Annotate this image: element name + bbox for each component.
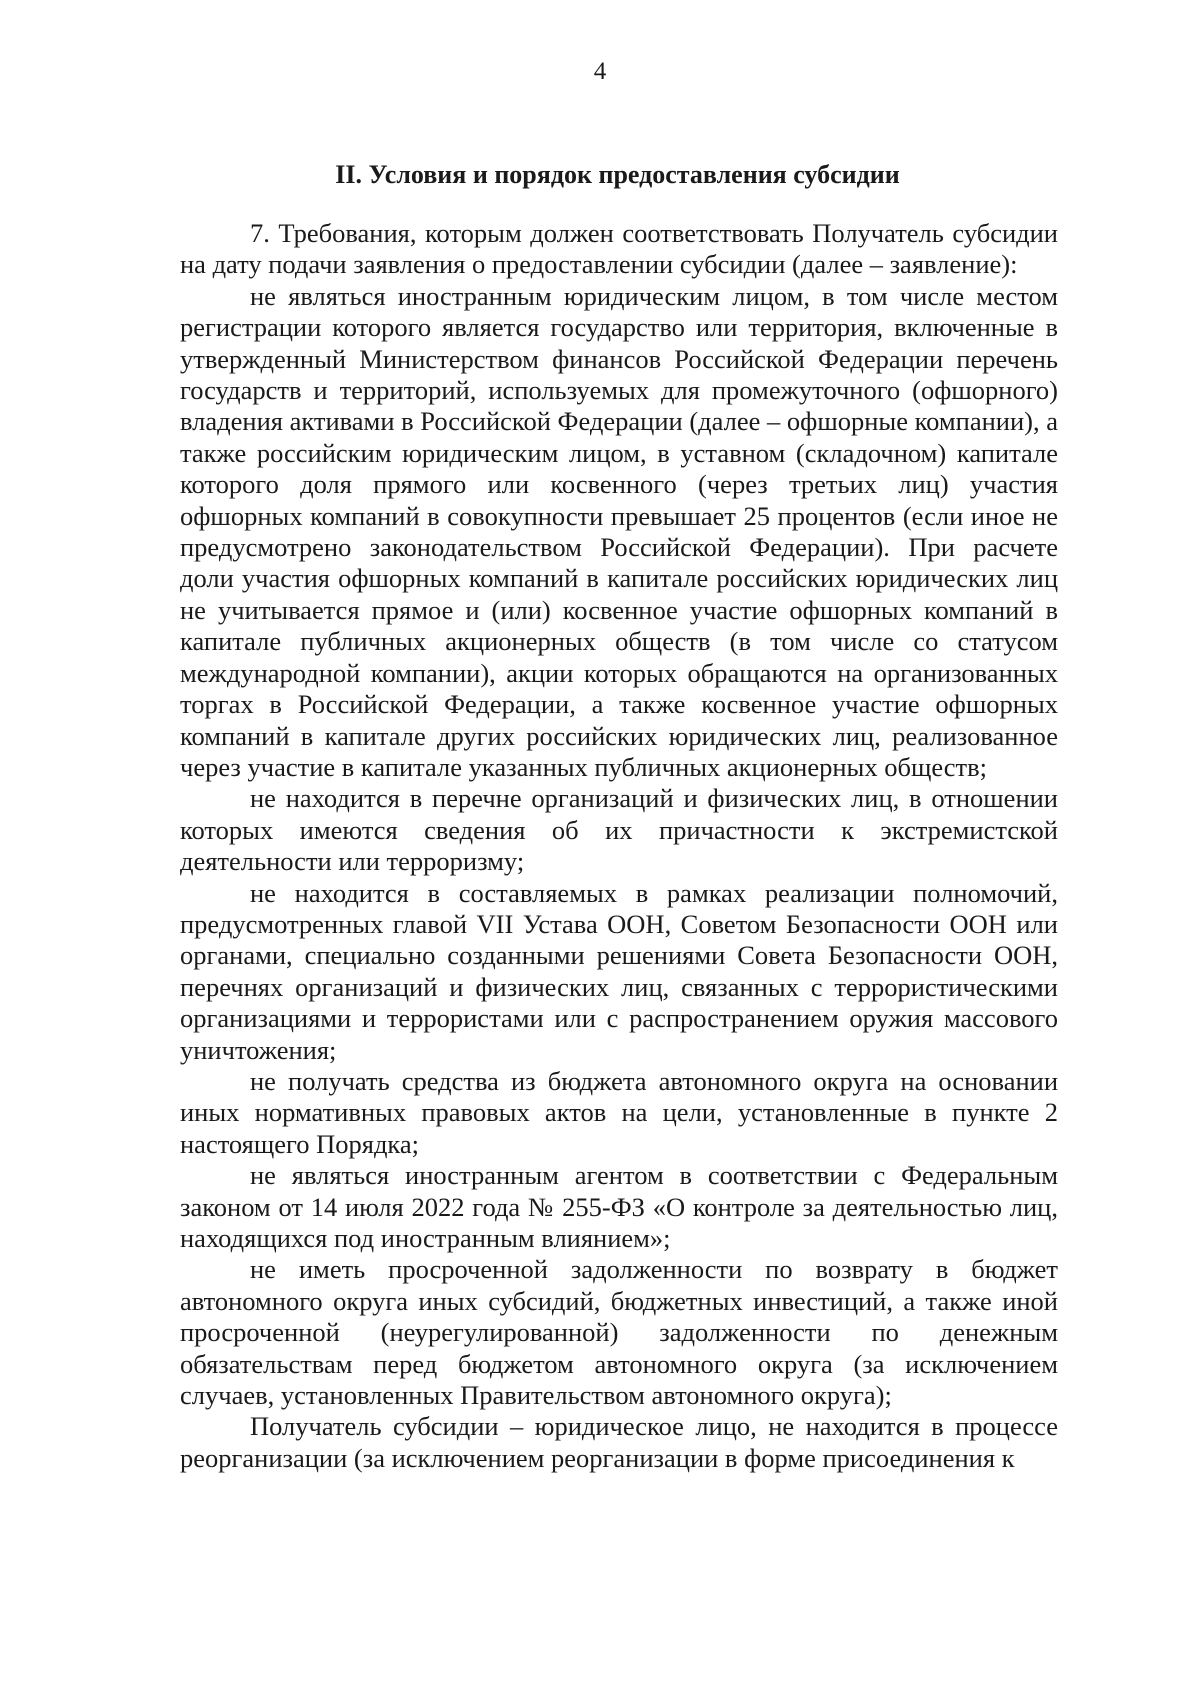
paragraph-reorganization: Получатель субсидии – юридическое лицо, не находится в процессе реорганизации (за исключением реорганизации в форме присоединения к — [180, 1411, 1058, 1473]
paragraph-extremism: не находится в перечне организаций и физических лиц, в отношении которых имеются сведения об их причастности к экстремистской деятельности или терроризму; — [180, 783, 1058, 877]
document-body — [180, 218, 1058, 1474]
paragraph-debt: не иметь просроченной задолженности по возврату в бюджет автономного округа иных субсидий, бюджетных инвестиций, а также иной просроченной (неурегулированной) задолженности по денежным обязательствам перед бюджетом автономного округа (за исключением случаев, установленных Правительством автономного округа); — [180, 1254, 1058, 1411]
paragraph-un-lists: не находится в составляемых в рамках реализации полномочий, предусмотренных главой VII Устава ООН, Советом Безопасности ООН или органами, специально созданными решениями Совета Безопасности ООН, перечнях организаций и физических лиц, связанных с террористическими организациями и террористами или с распространением оружия массового уничтожения; — [180, 877, 1058, 1065]
page-number: 4 — [593, 58, 607, 85]
paragraph-foreign-agent: не являться иностранным агентом в соответствии с Федеральным законом от 14 июля 2022 года № 255-ФЗ «О контроле за деятельностью лиц, находящихся под иностранным влиянием»; — [180, 1160, 1058, 1253]
paragraph-requirements-intro: 7. Требования, которым должен соответствовать Получатель субсидии на дату подачи заявления о предоставлении субсидии (далее – заявление): — [180, 218, 1058, 280]
paragraph-budget-funds: не получать средства из бюджета автономного округа на основании иных нормативных правовых актов на цели, установленные в пункте 2 настоящего Порядка; — [180, 1065, 1058, 1159]
paragraph-offshore: не являться иностранным юридическим лицом, в том числе местом регистрации которого является государство или территория, включенные в утвержденный Министерством финансов Российской Федерации перечень государств и территорий, используемых для промежуточного (офшорного) владения активами в Российской Федерации (далее – офшорные компании), а также российским юридическим лицом, в уставном (складочном) капитале которого доля прямого или косвенного (через третьих лиц) участия офшорных компаний в совокупности превышает 25 процентов (если иное не предусмотрено законодательством Российской Федерации). При расчете доли участия офшорных компаний в капитале российских юридических лиц не учитывается прямое и (или) косвенное участие офшорных компаний в капитале публичных акционерных обществ (в том числе со статусом международной компании), акции которых обращаются на организованных торгах в Российской Федерации, а также косвенное участие офшорных компаний в капитале других российских юридических лиц, реализованное через участие в капитале указанных публичных акционерных обществ; — [180, 280, 1058, 782]
section-title: II. Условия и порядок предоставления субсидии — [335, 160, 900, 189]
